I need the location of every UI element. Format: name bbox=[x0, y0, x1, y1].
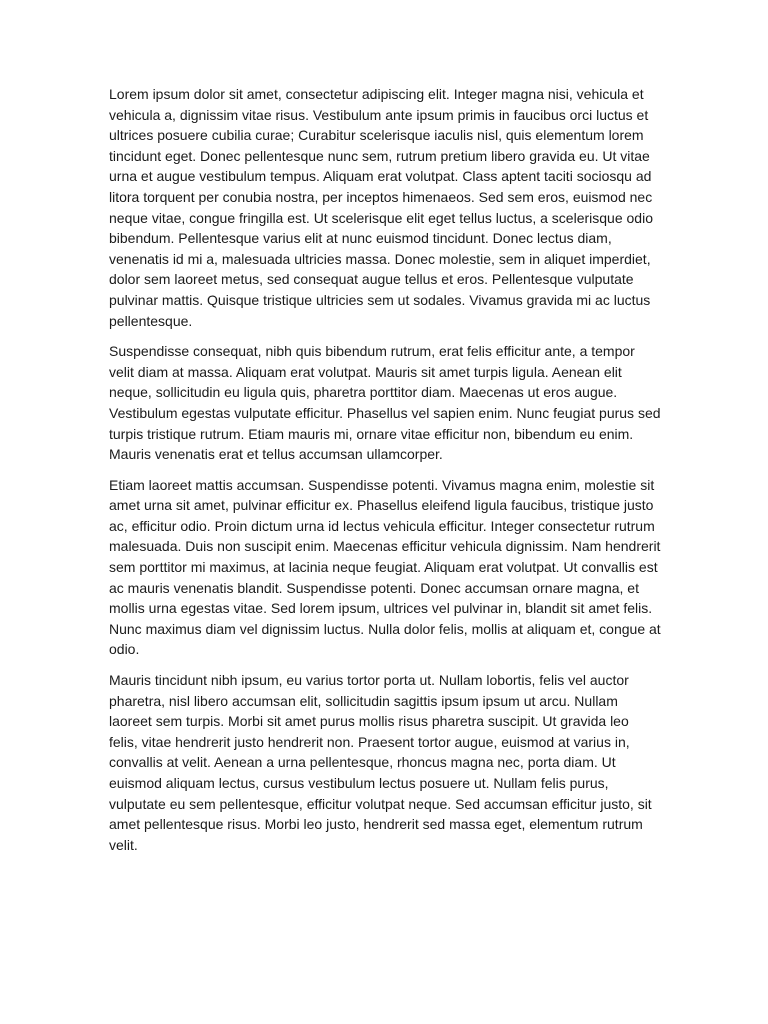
paragraph-4: Mauris tincidunt nibh ipsum, eu varius tortor porta ut. Nullam lobortis, felis vel auctor pharetra, nisl libero accumsan elit, sollicitudin sagittis ipsum ipsum ut arcu. Nullam laoreet sem turpis. Morbi sit amet purus mollis risus pharetra suscipit. Ut gravida leo felis, vitae hendrerit justo hendrerit non. Praesent tortor augue, euismod at varius in, convallis at velit. Aenean a urna pellentesque, rhoncus magna nec, porta diam. Ut euismod aliquam lectus, cursus vestibulum lectus posuere ut. Nullam felis purus, vulputate eu sem pellentesque, efficitur volutpat neque. Sed accumsan efficitur justo, sit amet pellentesque risus. Morbi leo justo, hendrerit sed massa eget, elementum rutrum velit. bbox=[109, 672, 652, 853]
paragraph-2: Suspendisse consequat, nibh quis bibendum rutrum, erat felis efficitur ante, a tempor velit diam at massa. Aliquam erat volutpat. Mauris sit amet turpis ligula. Aenean elit neque, sollicitudin eu ligula quis, pharetra porttitor diam. Maecenas ut eros augue. Vestibulum egestas vulputate efficitur. Phasellus vel sapien enim. Nunc feugiat purus sed turpis tristique rutrum. Etiam mauris mi, ornare vitae efficitur non, bibendum eu enim. Mauris venenatis erat et tellus accumsan ullamcorper. bbox=[109, 343, 661, 463]
paragraph-1: Lorem ipsum dolor sit amet, consectetur adipiscing elit. Integer magna nisi, vehicula et vehicula a, dignissim vitae risus. Vestibulum ante ipsum primis in faucibus orci luctus et ultrices posuere cubilia curae; Curabitur scelerisque iaculis nisl, quis elementum lorem tincidunt eget. Donec pellentesque nunc sem, rutrum pretium libero gravida eu. Ut vitae urna et augue vestibulum tempus. Aliquam erat volutpat. Class aptent taciti sociosqu ad litora torquent per conubia nostra, per inceptos himenaeos. Sed sem eros, euismod nec neque vitae, congue fringilla est. Ut scelerisque elit eget tellus luctus, a scelerisque odio bibendum. Pellentesque varius elit at nunc euismod tincidunt. Donec lectus diam, venenatis id mi a, malesuada ultricies massa. Donec molestie, sem in aliquet imperdiet, dolor sem laoreet metus, sed consequat augue tellus et eros. Pellentesque vulputate pulvinar mattis. Quisque tristique ultricies sem ut sodales. Vivamus gravida mi ac luctus pellentesque. bbox=[109, 86, 653, 329]
paragraph-3: Etiam laoreet mattis accumsan. Suspendisse potenti. Vivamus magna enim, molestie sit amet urna sit amet, pulvinar efficitur ex. Phasellus eleifend ligula faucibus, tristique justo ac, efficitur odio. Proin dictum urna id lectus vehicula efficitur. Integer consectetur rutrum malesuada. Duis non suscipit enim. Maecenas efficitur vehicula dignissim. Nam hendrerit sem porttitor mi maximus, at lacinia neque feugiat. Aliquam erat volutpat. Ut convallis est ac mauris venenatis blandit. Suspendisse potenti. Donec accumsan ornare magna, et mollis urna egestas vitae. Sed lorem ipsum, ultrices vel pulvinar in, blandit sit amet felis. Nunc maximus diam vel dignissim luctus. Nulla dolor felis, mollis at aliquam et, congue at odio. bbox=[109, 476, 661, 658]
document-body bbox=[109, 84, 661, 865]
